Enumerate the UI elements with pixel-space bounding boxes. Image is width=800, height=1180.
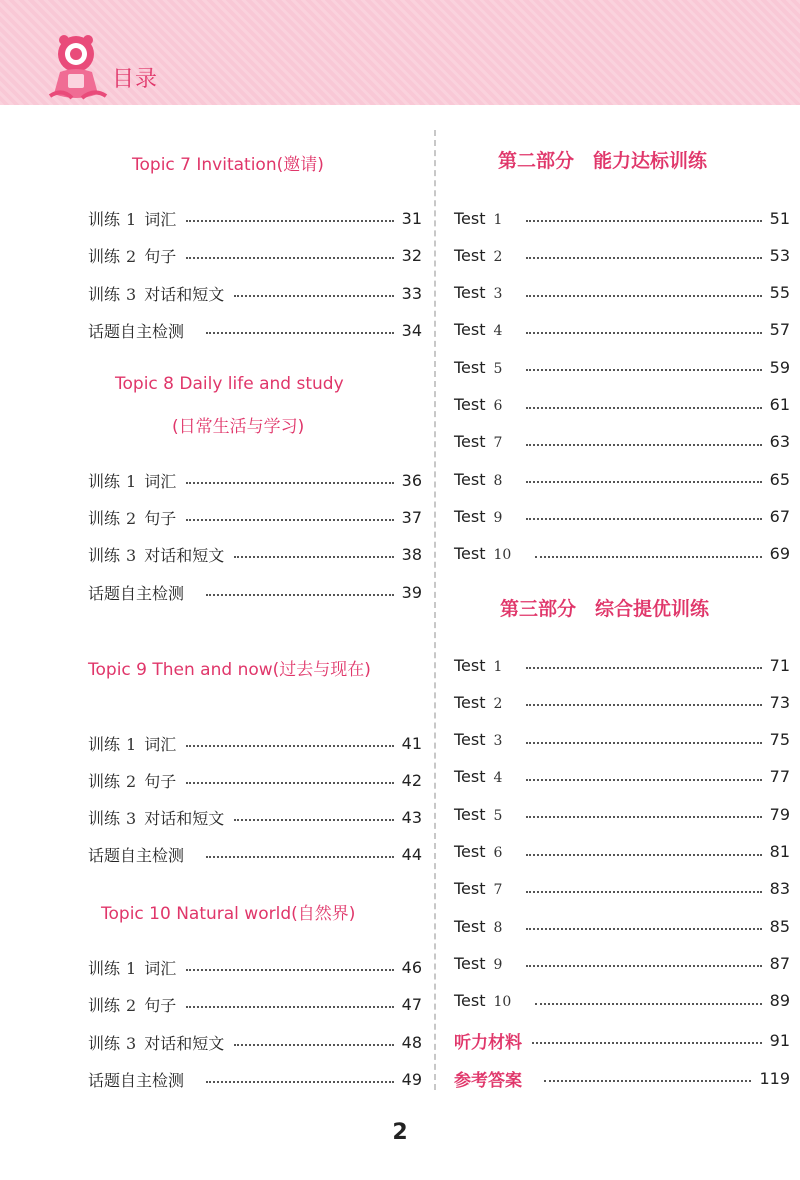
dot-leader <box>526 667 761 669</box>
dot-leader <box>526 704 761 706</box>
toc-entry-test[interactable]: Test 5 79 <box>454 804 790 824</box>
page-ref: 77 <box>769 767 790 787</box>
toc-entry-test[interactable]: Test 8 65 <box>454 469 790 489</box>
page-number: 2 <box>392 1120 408 1145</box>
mascot-icon <box>42 28 114 104</box>
toc-entry[interactable]: 训练 1 词汇 46 <box>88 957 422 978</box>
dot-leader <box>234 1044 393 1046</box>
toc-entry[interactable]: 训练 3 对话和短文 38 <box>88 544 422 565</box>
dot-leader <box>526 407 761 409</box>
page-ref: 34 <box>401 320 422 340</box>
page-ref: 38 <box>401 544 422 564</box>
page-ref: 55 <box>769 283 790 303</box>
toc-entry-test[interactable]: Test 4 77 <box>454 767 790 787</box>
toc-entry[interactable]: 训练 2 句子 32 <box>88 245 422 266</box>
toc-entry[interactable]: 话题自主检测 39 <box>88 582 422 603</box>
page-ref: 89 <box>769 991 790 1011</box>
dot-leader <box>544 1080 751 1082</box>
toc-entry[interactable]: 训练 3 对话和短文 43 <box>88 807 422 828</box>
dot-leader <box>526 295 761 297</box>
dot-leader <box>234 819 393 821</box>
dot-leader <box>234 556 393 558</box>
toc-entry-test[interactable]: Test 10 69 <box>454 544 790 564</box>
dot-leader <box>526 854 761 856</box>
page-ref: 33 <box>401 283 422 303</box>
topic-subtitle: (日常生活与学习) <box>172 417 305 437</box>
dot-leader <box>526 220 761 222</box>
page-ref: 53 <box>769 245 790 265</box>
toc-entry[interactable]: 训练 2 句子 47 <box>88 994 422 1015</box>
page-ref: 87 <box>769 953 790 973</box>
toc-entry-test[interactable]: Test 6 81 <box>454 842 790 861</box>
dot-leader <box>535 1003 761 1005</box>
toc-entry[interactable]: 训练 1 词汇 31 <box>88 208 422 229</box>
page-ref: 46 <box>401 957 422 977</box>
dot-leader <box>186 482 393 484</box>
dot-leader <box>186 782 393 784</box>
page-ref: 85 <box>769 916 790 936</box>
page-ref: 65 <box>769 469 790 489</box>
page-ref: 42 <box>401 770 422 790</box>
page-ref: 67 <box>769 506 790 526</box>
page-ref: 59 <box>769 357 790 377</box>
page-ref: 69 <box>769 544 790 564</box>
dot-leader <box>526 891 761 893</box>
page-ref: 49 <box>401 1069 422 1089</box>
dot-leader <box>526 742 761 744</box>
dot-leader <box>186 257 393 259</box>
page-ref: 51 <box>769 208 790 228</box>
header-banner <box>0 0 800 105</box>
page-ref: 41 <box>401 733 422 753</box>
toc-entry-test[interactable]: Test 7 63 <box>454 432 790 452</box>
toc-entry-test[interactable]: Test 2 73 <box>454 692 790 712</box>
dot-leader <box>535 556 761 558</box>
page-ref: 32 <box>401 245 422 265</box>
toc-entry-listening[interactable]: 听力材料 91 <box>454 1030 790 1053</box>
dot-leader <box>186 519 393 521</box>
page-ref: 48 <box>401 1032 422 1052</box>
page-ref: 75 <box>769 730 790 750</box>
dot-leader <box>206 594 394 596</box>
toc-entry[interactable]: 训练 3 对话和短文 33 <box>88 283 422 304</box>
page-ref: 31 <box>401 208 422 228</box>
page-ref: 83 <box>769 879 790 899</box>
toc-entry-test[interactable]: Test 3 75 <box>454 730 790 750</box>
toc-entry-test[interactable]: Test 8 85 <box>454 916 790 936</box>
topic-title: Topic 10 Natural world(自然界) <box>101 904 356 924</box>
dot-leader <box>526 257 761 259</box>
page-ref: 37 <box>401 507 422 527</box>
dot-leader <box>234 295 393 297</box>
dot-leader <box>526 332 761 334</box>
page-ref: 39 <box>401 582 422 602</box>
page-ref: 57 <box>769 320 790 340</box>
page-ref: 119 <box>759 1068 790 1088</box>
page-ref: 81 <box>769 842 790 861</box>
page-ref: 71 <box>769 655 790 675</box>
section-title: 第二部分 能力达标训练 <box>498 150 708 172</box>
dot-leader <box>526 444 761 446</box>
toc-entry-test[interactable]: Test 4 57 <box>454 320 790 340</box>
page-ref: 47 <box>401 994 422 1014</box>
toc-entry[interactable]: 话题自主检测 34 <box>88 320 422 341</box>
page-ref: 63 <box>769 432 790 452</box>
dot-leader <box>526 369 761 371</box>
toc-entry[interactable]: 话题自主检测 49 <box>88 1069 422 1090</box>
dot-leader <box>186 745 393 747</box>
dot-leader <box>526 965 761 967</box>
toc-entry-test[interactable]: Test 3 55 <box>454 283 790 303</box>
page-ref: 91 <box>769 1030 790 1050</box>
dot-leader <box>186 969 393 971</box>
page-ref: 43 <box>401 807 422 827</box>
dot-leader <box>526 928 761 930</box>
topic-title: Topic 7 Invitation(邀请) <box>132 155 324 175</box>
topic-title: Topic 9 Then and now(过去与现在) <box>88 660 371 680</box>
page-ref: 44 <box>401 844 422 864</box>
dot-leader <box>526 518 761 520</box>
dot-leader <box>532 1042 762 1044</box>
toc-entry-test[interactable]: Test 9 67 <box>454 506 790 526</box>
dot-leader <box>206 332 394 334</box>
toc-entry-answers[interactable]: 参考答案 119 <box>454 1068 790 1091</box>
toc-entry-test[interactable]: Test 9 87 <box>454 953 790 973</box>
toc-entry-test[interactable]: Test 6 61 <box>454 395 790 414</box>
column-divider <box>434 130 436 1090</box>
topic-title: Topic 8 Daily life and study <box>115 374 344 394</box>
toc-entry[interactable]: 训练 2 句子 42 <box>88 770 422 791</box>
section-title: 第三部分 综合提优训练 <box>500 598 710 620</box>
toc-entry-test[interactable]: Test 7 83 <box>454 879 790 899</box>
toc-entry[interactable]: 训练 1 词汇 36 <box>88 470 422 491</box>
dot-leader <box>186 220 393 222</box>
toc-entry-test[interactable]: Test 1 71 <box>454 655 790 675</box>
toc-entry[interactable]: 话题自主检测 44 <box>88 844 422 865</box>
page-ref: 61 <box>769 395 790 414</box>
dot-leader <box>206 1081 394 1083</box>
toc-entry[interactable]: 训练 2 句子 37 <box>88 507 422 528</box>
dot-leader <box>206 856 394 858</box>
dot-leader <box>186 1006 393 1008</box>
page-ref: 79 <box>769 804 790 824</box>
toc-entry[interactable]: 训练 1 词汇 41 <box>88 733 422 754</box>
dot-leader <box>526 816 761 818</box>
toc-entry-test[interactable]: Test 5 59 <box>454 357 790 377</box>
toc-entry[interactable]: 训练 3 对话和短文 48 <box>88 1032 422 1053</box>
page-ref: 36 <box>401 470 422 490</box>
header-title: 目录 <box>112 67 159 92</box>
toc-entry-test[interactable]: Test 2 53 <box>454 245 790 265</box>
dot-leader <box>526 481 761 483</box>
page-ref: 73 <box>769 692 790 712</box>
dot-leader <box>526 779 761 781</box>
toc-entry-test[interactable]: Test 1 51 <box>454 208 790 228</box>
toc-entry-test[interactable]: Test 10 89 <box>454 991 790 1011</box>
